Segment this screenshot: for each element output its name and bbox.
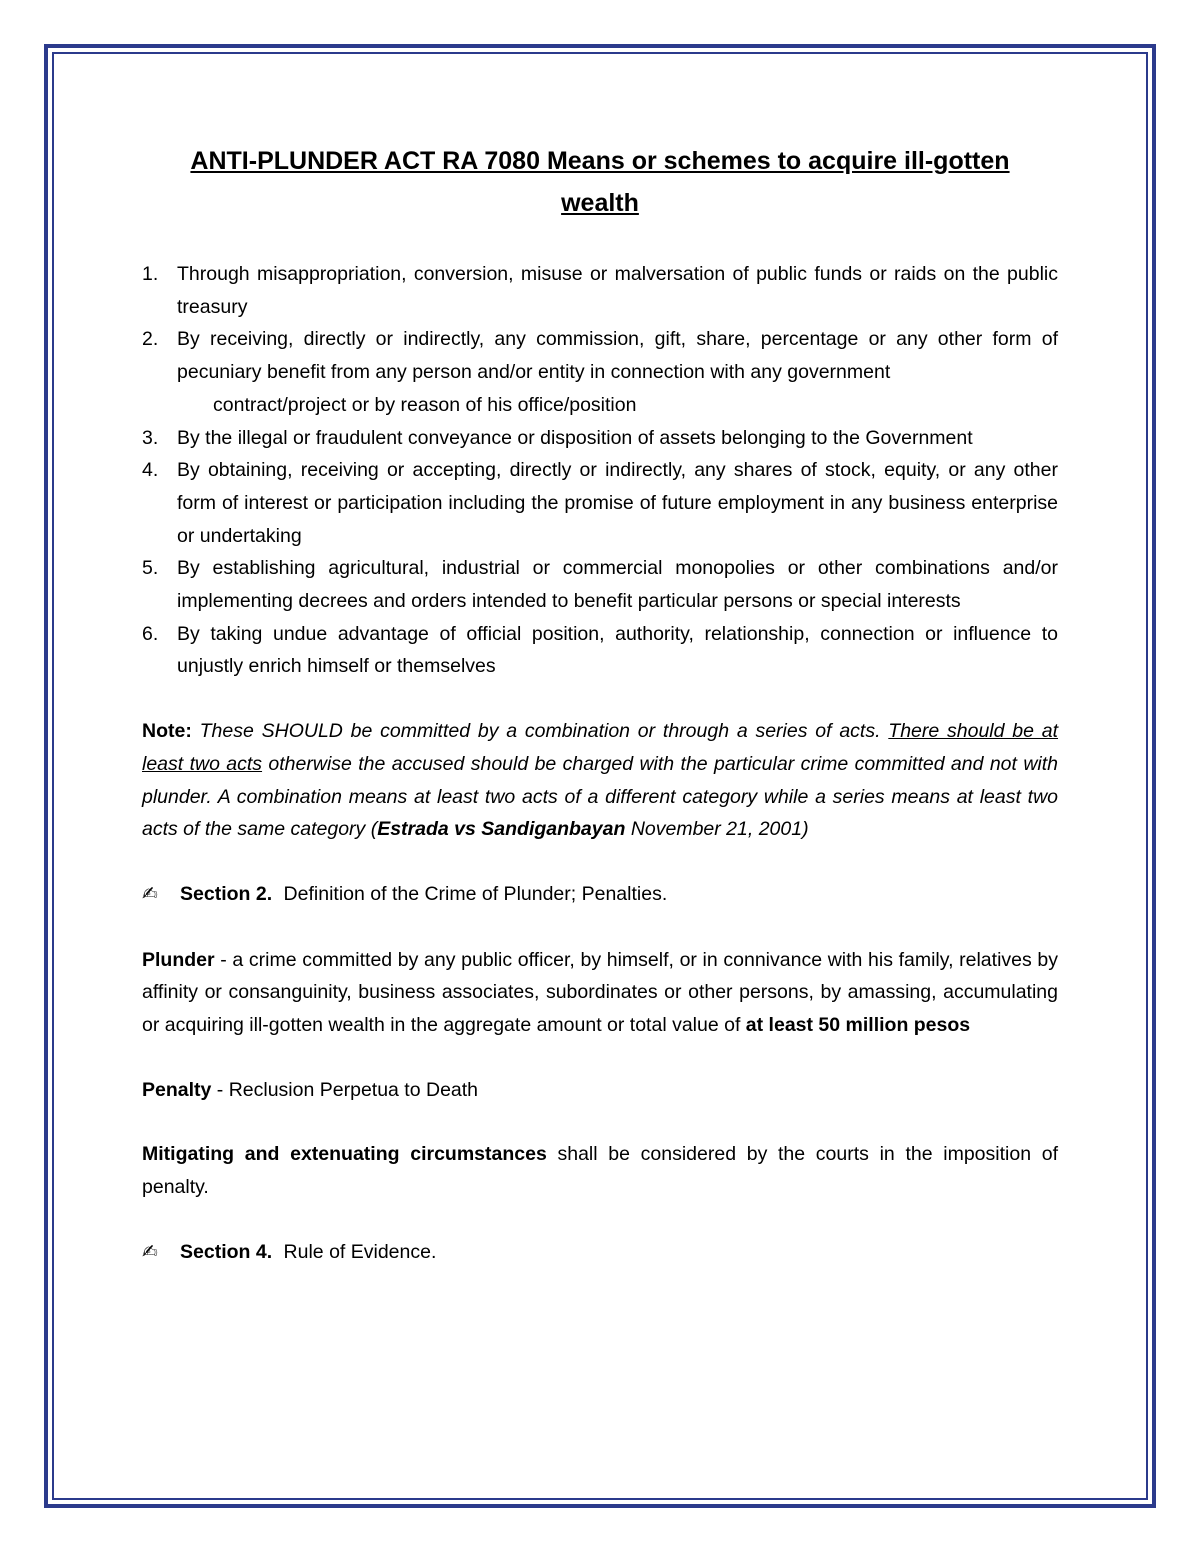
list-item-number: 1.	[142, 263, 159, 285]
mitigating-term: Mitigating and extenuating circumstances	[142, 1143, 547, 1166]
list-item	[142, 454, 1058, 552]
penalty-text: - Reclusion Perpetua to Death	[211, 1078, 479, 1101]
plunder-term: Plunder	[142, 948, 215, 971]
writing-hand-icon: ✍	[142, 883, 158, 905]
list-item-text: By receiving, directly or indirectly, any commission, gift, share, percentage or any other form of pecuniary benefit from any person and/or entity in connection with any government	[177, 328, 1058, 384]
note-paragraph	[142, 715, 1058, 846]
list-item-number: 6.	[142, 622, 159, 645]
list-item	[142, 258, 1058, 323]
case-citation: Estrada vs Sandiganbayan	[377, 818, 626, 841]
case-date: November 21, 2001)	[630, 818, 809, 841]
list-item-text: By the illegal or fraudulent conveyance or disposition of assets belonging to the Government	[177, 426, 973, 449]
list-item-text: By establishing agricultural, industrial or commercial monopolies or other combinations and/or implementing decrees and orders intended to benefit particular persons or special interests	[177, 557, 1058, 613]
section-2-heading	[142, 878, 1058, 912]
list-item-text: Through misappropriation, conversion, misuse or malversation of public funds or raids on the public treasury	[177, 263, 1058, 318]
penalty-paragraph	[142, 1074, 1058, 1107]
section-2-title: Definition of the Crime of Plunder; Penalties.	[283, 882, 668, 905]
note-text: These SHOULD be committed by a combination or through a series of acts.	[199, 720, 881, 743]
mitigating-text: shall be considered by the courts in the imposition of penalty.	[142, 1143, 1058, 1199]
document-body	[142, 140, 1058, 1270]
section-4-heading	[142, 1236, 1058, 1270]
section-4-label: Section 4.	[180, 1240, 273, 1263]
section-2-label: Section 2.	[180, 882, 273, 905]
note-underlined-text: There should be at least two acts	[142, 720, 1059, 775]
list-item-number: 2.	[142, 328, 159, 351]
list-item	[142, 618, 1058, 683]
spacer	[142, 912, 1058, 944]
writing-hand-icon: ✍	[142, 1241, 158, 1263]
section-4-title: Rule of Evidence.	[283, 1240, 437, 1263]
list-item-number: 4.	[142, 459, 159, 482]
list-item-continuation: contract/project or by reason of his office/position	[213, 393, 637, 416]
list-item	[142, 552, 1058, 617]
note-label: Note:	[142, 720, 192, 743]
list-item	[142, 422, 1058, 455]
schemes-list	[142, 258, 1058, 683]
penalty-term: Penalty	[142, 1078, 212, 1101]
document-title: ANTI-PLUNDER ACT RA 7080 Means or schemes to acquire ill-gotten wealth	[190, 147, 1010, 217]
list-item-text: By obtaining, receiving or accepting, directly or indirectly, any shares of stock, equity, or any other form of interest or participation including the promise of future employment in any business enterprise or undertaking	[177, 459, 1058, 547]
plunder-text: - a crime committed by any public officer, by himself, or in connivance with his family, relatives by affinity or consanguinity, business associates, subordinates or other persons, by amassing, accumulating or acquiring ill-gotten wealth in the aggregate amount or total value of	[142, 948, 1058, 1037]
spacer	[142, 1106, 1058, 1138]
spacer	[142, 846, 1058, 878]
plunder-amount: at least 50 million pesos	[745, 1014, 971, 1037]
list-item-number: 3.	[142, 426, 159, 449]
mitigating-paragraph	[142, 1138, 1058, 1203]
spacer	[142, 1204, 1058, 1236]
plunder-definition	[142, 944, 1058, 1042]
spacer	[142, 683, 1058, 715]
note-text-continued: otherwise the accused should be charged with the particular crime committed and not with plunder. A combination means at least two acts of a different category while a series means at least two acts of the same category (	[142, 752, 1058, 841]
spacer	[142, 1042, 1058, 1074]
list-item	[142, 323, 1058, 421]
list-item-number: 5.	[142, 557, 159, 580]
list-item-text: By taking undue advantage of official position, authority, relationship, connection or influence to unjustly enrich himself or themselves	[177, 622, 1058, 678]
